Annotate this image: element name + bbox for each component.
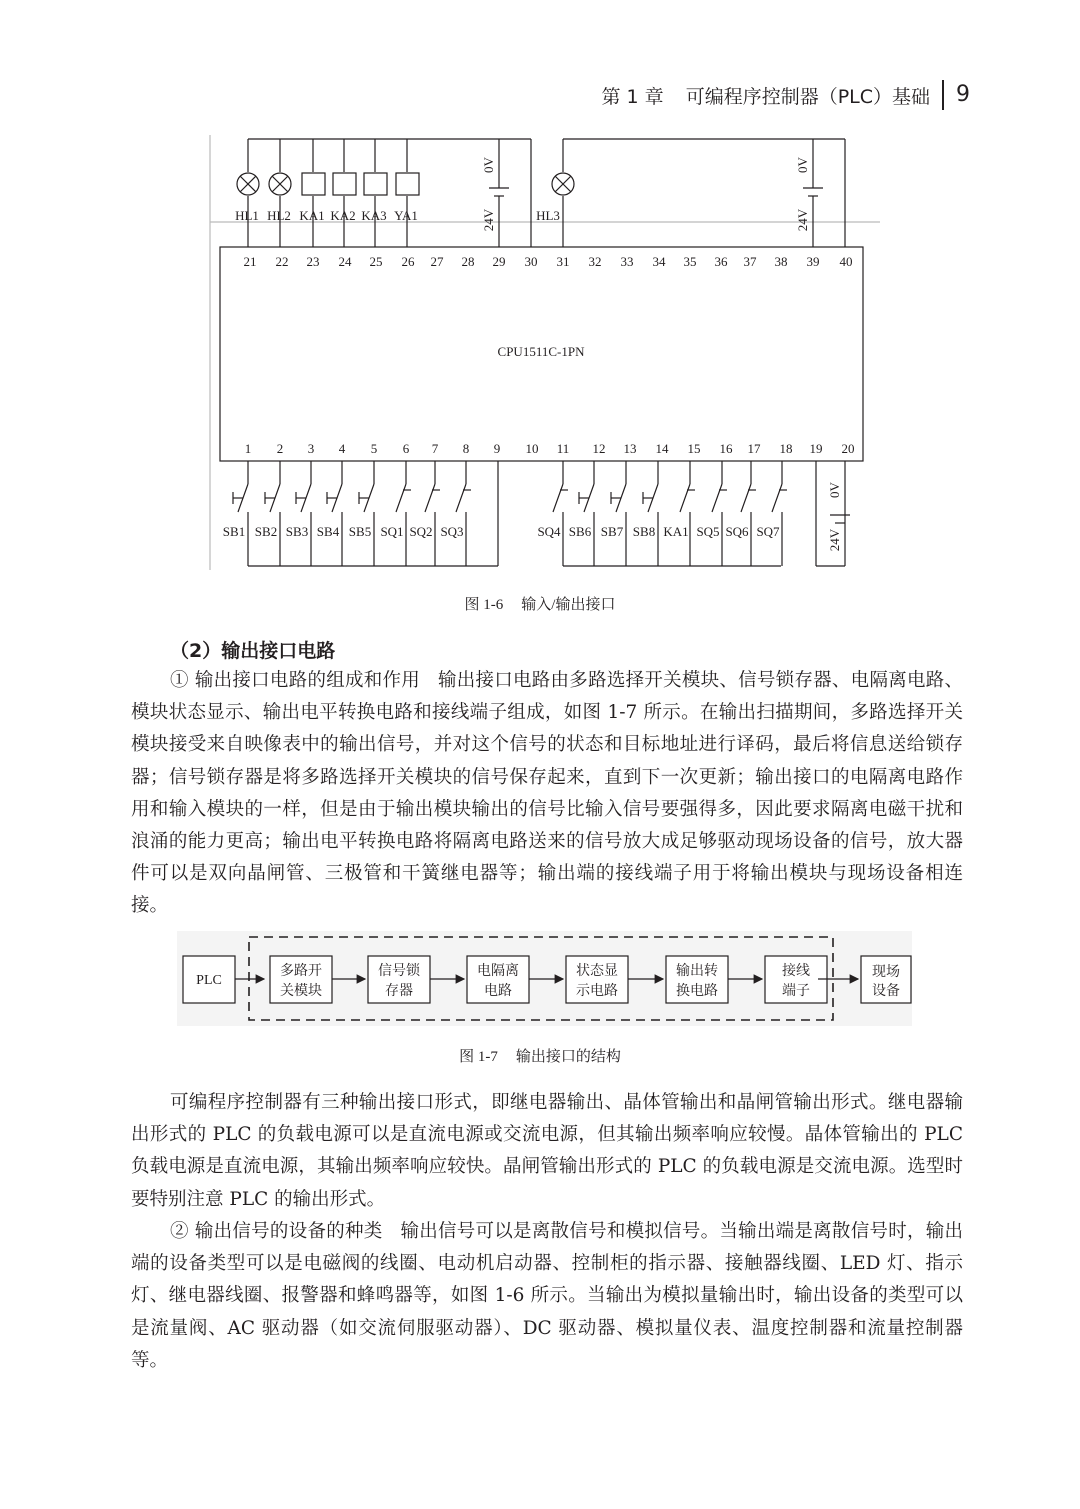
terminal-label: 33	[620, 254, 634, 269]
terminal-label: 26	[401, 254, 415, 269]
terminal-label: 16	[719, 441, 733, 456]
switch-contact	[741, 484, 751, 512]
switch-contact	[553, 484, 563, 512]
device-label: HL1	[235, 208, 259, 223]
terminal-label: 19	[809, 441, 823, 456]
switch-contact	[680, 484, 690, 512]
device-label: SQ2	[409, 524, 433, 539]
switch-contact	[772, 484, 782, 512]
device-label: SQ7	[756, 524, 780, 539]
block-label: 信号锁	[378, 964, 420, 979]
supply-label-0v: 0V	[827, 482, 842, 498]
terminal-label: 30	[524, 254, 538, 269]
supply-label-24v: 24V	[795, 208, 810, 232]
paragraph-output-devices	[131, 1216, 963, 1377]
block-label: 示电路	[576, 984, 618, 999]
device-label: HL3	[536, 208, 560, 223]
block-label: 关模块	[280, 984, 322, 999]
device-label: SQ6	[725, 524, 749, 539]
figure-io-wiring	[0, 0, 1080, 580]
device-label: SQ1	[380, 524, 404, 539]
switch-contact	[396, 484, 406, 512]
terminal-label: 32	[588, 254, 602, 269]
terminal-label: 25	[369, 254, 383, 269]
terminal-label: 10	[525, 441, 539, 456]
coil-symbol	[396, 173, 419, 195]
device-label: KA1	[663, 524, 689, 539]
device-label: SB7	[600, 524, 624, 539]
terminal-label: 23	[306, 254, 320, 269]
device-label: SQ4	[537, 524, 561, 539]
terminal-label: 29	[492, 254, 506, 269]
supply-label-24v: 24V	[827, 528, 842, 552]
device-label: KA2	[330, 208, 356, 223]
paragraph-output-forms: 可编程序控制器有三种输出接口形式，即继电器输出、晶体管输出和晶闸管输出形式。继电器输出形式的 PLC 的负载电源可以是直流电源或交流电源，但其输出频率响应较慢。晶体管输出的 PLC 负载电源是直流电源，其输出频率响应较快。晶闸管输出形式的 PLC 的负载电源是交流电源。选型时要特别注意 PLC 的输出形式。	[131, 1092, 963, 1210]
terminal-label: 28	[461, 254, 475, 269]
block-label: 状态显	[576, 964, 618, 979]
device-label: SB2	[254, 524, 278, 539]
section-title: （2）输出接口电路	[170, 640, 336, 662]
figure-output-structure	[0, 925, 1080, 1030]
terminal-label: 6	[402, 441, 410, 456]
terminal-label: 22	[275, 254, 289, 269]
terminal-label: 17	[747, 441, 761, 456]
terminal-label: 38	[774, 254, 788, 269]
terminal-label: 20	[841, 441, 855, 456]
block-label: 接线	[782, 964, 810, 979]
terminal-label: 9	[493, 441, 501, 456]
block-label: 电路	[484, 984, 512, 999]
figure6-caption	[0, 593, 1080, 614]
block-label: 存器	[385, 984, 413, 999]
chapter-label: 第 1 章	[601, 85, 664, 108]
terminal-label: 37	[743, 254, 757, 269]
device-label: HL2	[267, 208, 291, 223]
device-label: SB8	[632, 524, 656, 539]
block-label: 换电路	[676, 984, 718, 999]
switch-contact	[425, 484, 435, 512]
terminal-label: 39	[806, 254, 820, 269]
switch-contact	[456, 484, 466, 512]
terminal-label: 2	[276, 441, 284, 456]
supply-label-24v: 24V	[481, 208, 496, 232]
device-label: YA1	[394, 208, 418, 223]
terminal-label: 13	[623, 441, 637, 456]
terminal-label: 5	[370, 441, 378, 456]
terminal-label: 1	[244, 441, 252, 456]
figure6-caption-number: 图 1-6	[464, 597, 504, 613]
terminal-label: 36	[714, 254, 728, 269]
terminal-label: 14	[655, 441, 669, 456]
device-label: SB5	[348, 524, 372, 539]
terminal-label: 18	[779, 441, 793, 456]
paragraph-lead: ② 输出信号的设备的种类	[170, 1221, 383, 1242]
device-label: KA1	[299, 208, 325, 223]
module-label: CPU1511C-1PN	[497, 344, 585, 359]
coil-symbol	[333, 173, 356, 195]
figure7-caption-text: 输出接口的结构	[515, 1049, 621, 1065]
terminal-label: 12	[592, 441, 606, 456]
terminal-label: 24	[338, 254, 352, 269]
paragraph-output-interface	[131, 665, 963, 923]
terminal-label: 40	[839, 254, 853, 269]
terminal-label: 4	[338, 441, 346, 456]
figure7-caption-number: 图 1-7	[459, 1049, 498, 1065]
device-label: SQ3	[440, 524, 464, 539]
supply-label-0v: 0V	[481, 157, 496, 173]
device-label: SB1	[222, 524, 246, 539]
device-label: SB6	[568, 524, 592, 539]
device-label: SB4	[316, 524, 340, 539]
terminal-label: 34	[652, 254, 666, 269]
block-label: 输出转	[676, 964, 718, 979]
terminal-label: 35	[683, 254, 697, 269]
terminal-label: 21	[243, 254, 257, 269]
terminal-label: 31	[556, 254, 570, 269]
block-label: 端子	[782, 984, 810, 999]
terminal-label: 8	[462, 441, 470, 456]
block-label: 电隔离	[477, 964, 519, 979]
terminal-label: 3	[307, 441, 315, 456]
figure6-caption-text: 输入/输出接口	[521, 597, 616, 613]
switch-contact	[712, 484, 722, 512]
terminal-label: 15	[687, 441, 701, 456]
device-label: KA3	[361, 208, 387, 223]
chapter-title: 可编程序控制器（PLC）基础	[685, 85, 930, 108]
paragraph-lead: ① 输出接口电路的组成和作用	[170, 670, 420, 691]
page-number: 9	[942, 80, 970, 110]
terminal-label: 11	[556, 441, 570, 456]
terminal-label: 7	[431, 441, 439, 456]
field-device-label-2: 设备	[872, 984, 900, 999]
device-label: SQ5	[696, 524, 720, 539]
plc-label: PLC	[196, 973, 222, 988]
figure7-caption	[0, 1045, 1080, 1066]
paragraph-body: 输出信号可以是离散信号和模拟信号。当输出端是离散信号时，输出端的设备类型可以是电磁阀的线圈、电动机启动器、控制柜的指示器、接触器线圈、LED 灯、指示灯、继电器线圈、报警器和蜂鸣器等，如图 1-6 所示。当输出为模拟量输出时，输出设备的类型可以是流量阀、AC 驱动器（如交流伺服驱动器）、DC 驱动器、模拟量仪表、温度控制器和流量控制器等。	[131, 1221, 963, 1371]
paragraph-body: 输出接口电路由多路选择开关模块、信号锁存器、电隔离电路、模块状态显示、输出电平转换电路和接线端子组成，如图 1-7 所示。在输出扫描期间，多路选择开关模块接受来自映像表中的输出信号，并对这个信号的状态和目标地址进行译码，最后将信息送给锁存器；信号锁存器是将多路选择开关模块的信号保存起来，直到下一次更新；输出接口的电隔离电路作用和输入模块的一样，但是由于输出模块输出的信号比输入信号要强得多，因此要求隔离电磁干扰和浪涌的能力更高；输出电平转换电路将隔离电路送来的信号放大成足够驱动现场设备的信号，放大器件可以是双向晶闸管、三极管和干簧继电器等；输出端的接线端子用于将输出模块与现场设备相连接。	[131, 670, 963, 917]
coil-symbol	[302, 173, 325, 195]
coil-symbol	[364, 173, 387, 195]
supply-label-0v: 0V	[795, 157, 810, 173]
device-label: SB3	[285, 524, 309, 539]
terminal-label: 27	[430, 254, 444, 269]
field-device-label-1: 现场	[872, 965, 900, 980]
block-label: 多路开	[280, 964, 322, 979]
